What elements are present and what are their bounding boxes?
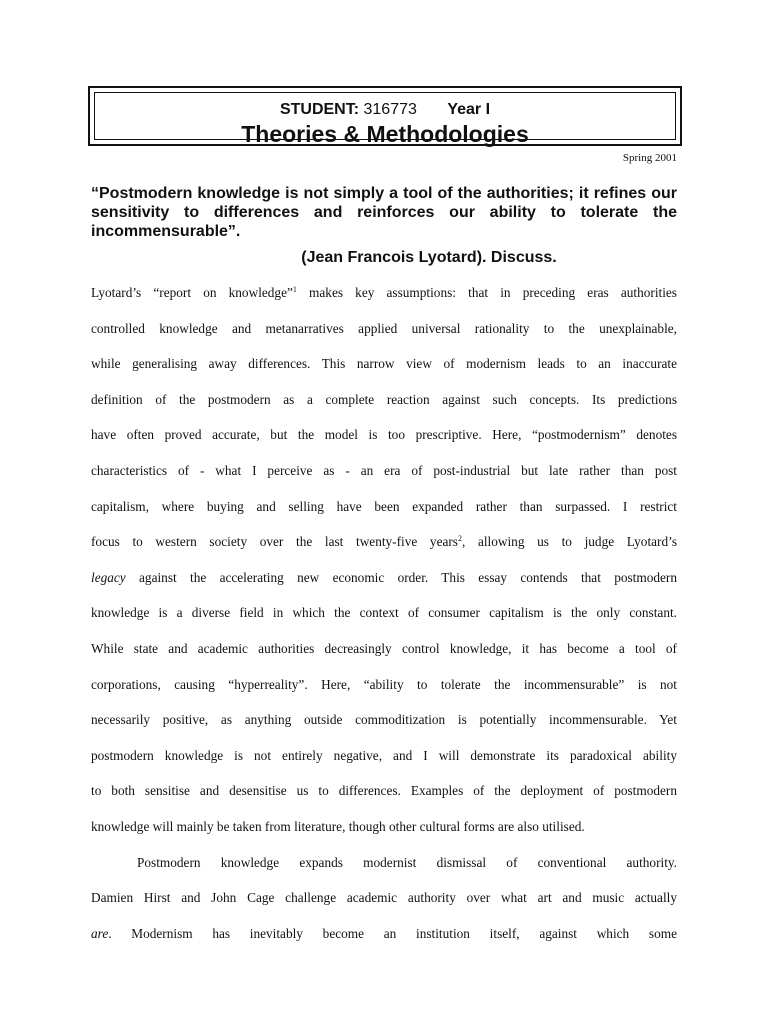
body-line: knowledge will mainly be taken from literature, though other cultural forms are also utilised. xyxy=(91,819,585,834)
body-line: legacy against the accelerating new economic order. This essay contends that postmodern xyxy=(91,570,677,585)
body-line: knowledge is a diverse field in which the context of consumer capitalism is the only constant. xyxy=(91,605,677,620)
body-line: capitalism, where buying and selling have been expanded rather than surpassed. I restrict xyxy=(91,499,677,514)
body-line: Lyotard’s “report on knowledge”$^1$ makes key assumptions: that in preceding eras authorities xyxy=(91,285,677,300)
title-box xyxy=(88,86,682,146)
title-box-inner-border xyxy=(94,92,676,147)
body-line: definition of the postmodern as a complete reaction against such concepts. Its predictions xyxy=(91,392,677,407)
italic-word: are xyxy=(91,926,109,941)
body-line: to both sensitise and desensitise us to differences. Examples of the deployment of postmodern xyxy=(91,783,677,798)
student-id: 316773 xyxy=(363,101,417,118)
body-line: have often proved accurate, but the model is too prescriptive. Here, “postmodernism” denotes xyxy=(91,427,677,442)
year-label: Year I xyxy=(447,101,491,118)
footnote-ref: 2 xyxy=(457,534,462,543)
body-line: characteristics of - what I perceive as - an era of post-industrial but late rather than post xyxy=(91,463,677,478)
body-line: While state and academic authorities decreasingly control knowledge, it has become a tool of xyxy=(91,641,677,656)
body-line: Damien Hirst and John Cage challenge academic authority over what art and music actually xyxy=(91,890,677,905)
body-line: while generalising away differences. This narrow view of modernism leads to an inaccurate xyxy=(91,356,677,371)
body-line: necessarily positive, as anything outside commoditization is potentially incommensurable. Yet xyxy=(91,712,677,727)
body-line: controlled knowledge and metanarratives applied universal rationality to the unexplainable, xyxy=(91,321,677,336)
body-line: are. Modernism has inevitably become an institution itself, against which some xyxy=(91,926,677,941)
body-line: Postmodern knowledge expands modernist dismissal of conventional authority. xyxy=(137,855,677,870)
document-title: Theories & Methodologies xyxy=(241,121,529,147)
date-label: Spring 2001 xyxy=(622,152,677,164)
body-line: corporations, causing “hyperreality”. Here, “ability to tolerate the incommensurable” is not xyxy=(91,677,677,692)
student-label: STUDENT: xyxy=(279,101,360,118)
footnote-ref: 1 xyxy=(292,285,297,294)
question-attribution: (Jean Francois Lyotard). Discuss. xyxy=(301,249,557,266)
body-line: focus to western society over the last twenty-five years$^2$, allowing us to judge Lyotard’s xyxy=(91,534,677,549)
italic-word: legacy xyxy=(91,570,126,585)
essay-question: “Postmodern knowledge is not simply a tool of the authorities; it refines our sensitivity to differences and reinforces our ability to tolerate the incommensurable”. xyxy=(91,185,677,240)
body-line: postmodern knowledge is not entirely negative, and I will demonstrate its paradoxical ability xyxy=(91,748,677,763)
student-line xyxy=(95,101,675,119)
